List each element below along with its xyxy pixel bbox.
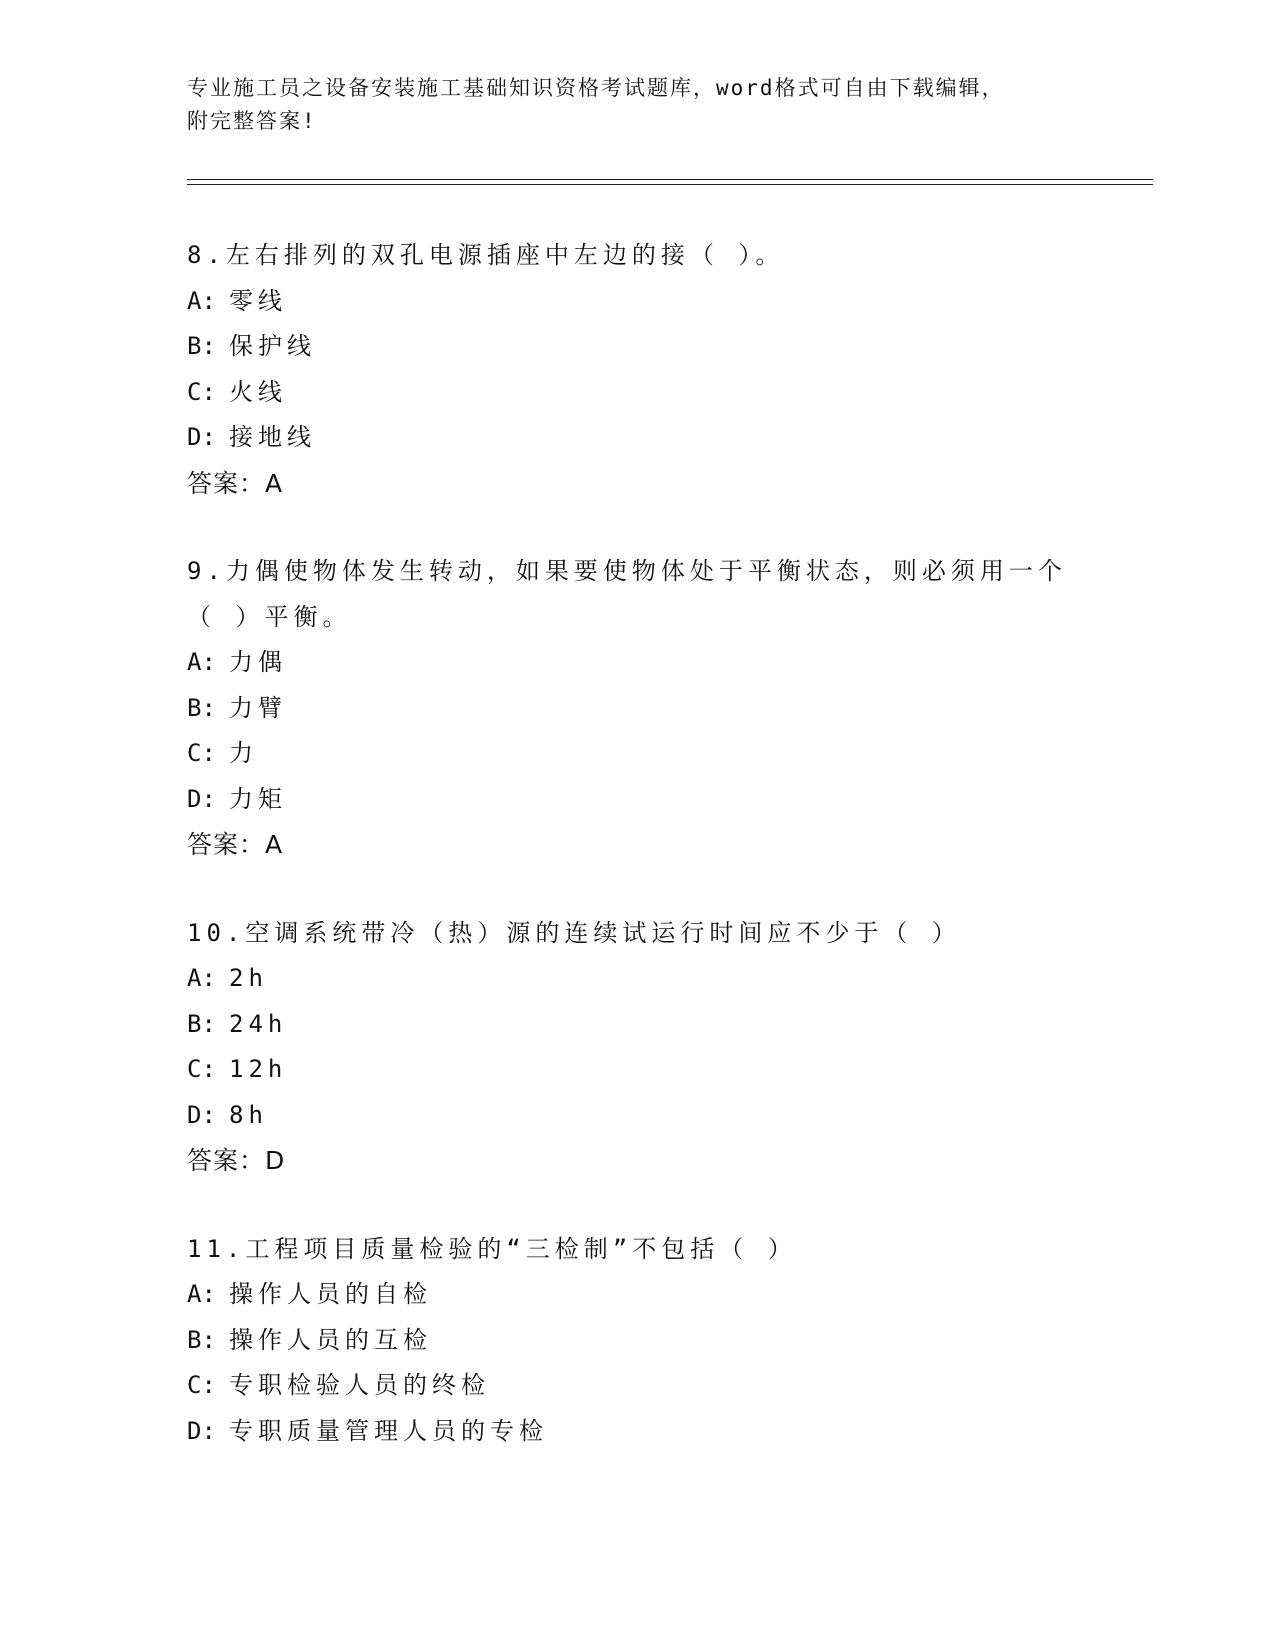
option-text: 接地线 [229, 423, 316, 451]
option-letter: D: [187, 1100, 216, 1129]
option-letter: C: [187, 1371, 216, 1399]
question-10 [187, 911, 1087, 1184]
option-letter: D: [187, 423, 216, 451]
option-letter: A: [187, 286, 216, 315]
header-line-1: 专业施工员之设备安装施工基础知识资格考试题库，word格式可自由下载编辑， [187, 76, 1005, 100]
answer-label: 答案：A [187, 468, 284, 498]
option-a [187, 956, 1087, 1002]
answer-label: 答案：D [187, 1146, 286, 1175]
option-letter: D: [187, 784, 216, 813]
option-letter: A: [187, 964, 216, 992]
option-text: 8h [229, 1100, 268, 1129]
question-stem: 9.力偶使物体发生转动，如果要使物体处于平衡状态，则必须用一个 [187, 557, 1067, 585]
document-header [187, 72, 1087, 138]
option-text: 力 [229, 739, 258, 767]
option-text: 24h [229, 1009, 288, 1038]
option-text: 保护线 [229, 332, 316, 360]
option-a [187, 1272, 1087, 1318]
question-11 [187, 1227, 1087, 1455]
option-letter: B: [187, 332, 216, 360]
option-text: 零线 [229, 286, 287, 315]
option-c [187, 1047, 1087, 1093]
option-c [187, 731, 1087, 777]
option-letter: B: [187, 693, 216, 722]
option-d [187, 1409, 1087, 1455]
option-letter: C: [187, 1055, 216, 1083]
question-stem: 11.工程项目质量检验的“三检制”不包括（ ） [187, 1234, 797, 1263]
option-text: 操作人员的互检 [229, 1325, 432, 1354]
option-text: 2h [229, 964, 268, 992]
question-8 [187, 233, 1087, 506]
option-text: 力矩 [229, 784, 287, 813]
option-b [187, 1318, 1087, 1364]
header-divider [187, 179, 1153, 185]
option-c [187, 1363, 1087, 1409]
option-text: 火线 [229, 377, 287, 406]
option-a [187, 640, 1087, 686]
option-letter: A: [187, 1280, 216, 1308]
option-text: 12h [229, 1055, 288, 1083]
option-a [187, 279, 1087, 325]
option-b [187, 1002, 1087, 1048]
option-letter: C: [187, 377, 216, 406]
answer-label: 答案：A [187, 830, 284, 859]
option-text: 力臂 [229, 693, 287, 722]
option-text: 专职检验人员的终检 [229, 1371, 490, 1399]
option-text: 力偶 [229, 648, 287, 676]
question-9 [187, 549, 1087, 868]
question-stem: 10.空调系统带冷（热）源的连续试运行时间应不少于（ ） [187, 918, 961, 947]
question-stem: 8.左右排列的双孔电源插座中左边的接（ ）。 [187, 241, 785, 269]
option-letter: D: [187, 1416, 216, 1445]
option-letter: B: [187, 1009, 216, 1038]
option-d [187, 1093, 1087, 1139]
option-d [187, 777, 1087, 823]
option-text: 操作人员的自检 [229, 1280, 432, 1308]
option-c [187, 370, 1087, 416]
option-letter: A: [187, 648, 216, 676]
question-stem-continued: （ ）平衡。 [187, 602, 352, 631]
option-letter: C: [187, 739, 216, 767]
question-list [187, 233, 1087, 1497]
option-letter: B: [187, 1325, 216, 1354]
header-line-2: 附完整答案! [187, 109, 317, 133]
option-d [187, 415, 1087, 461]
option-text: 专职质量管理人员的专检 [229, 1416, 548, 1445]
option-b [187, 324, 1087, 370]
option-b [187, 686, 1087, 732]
